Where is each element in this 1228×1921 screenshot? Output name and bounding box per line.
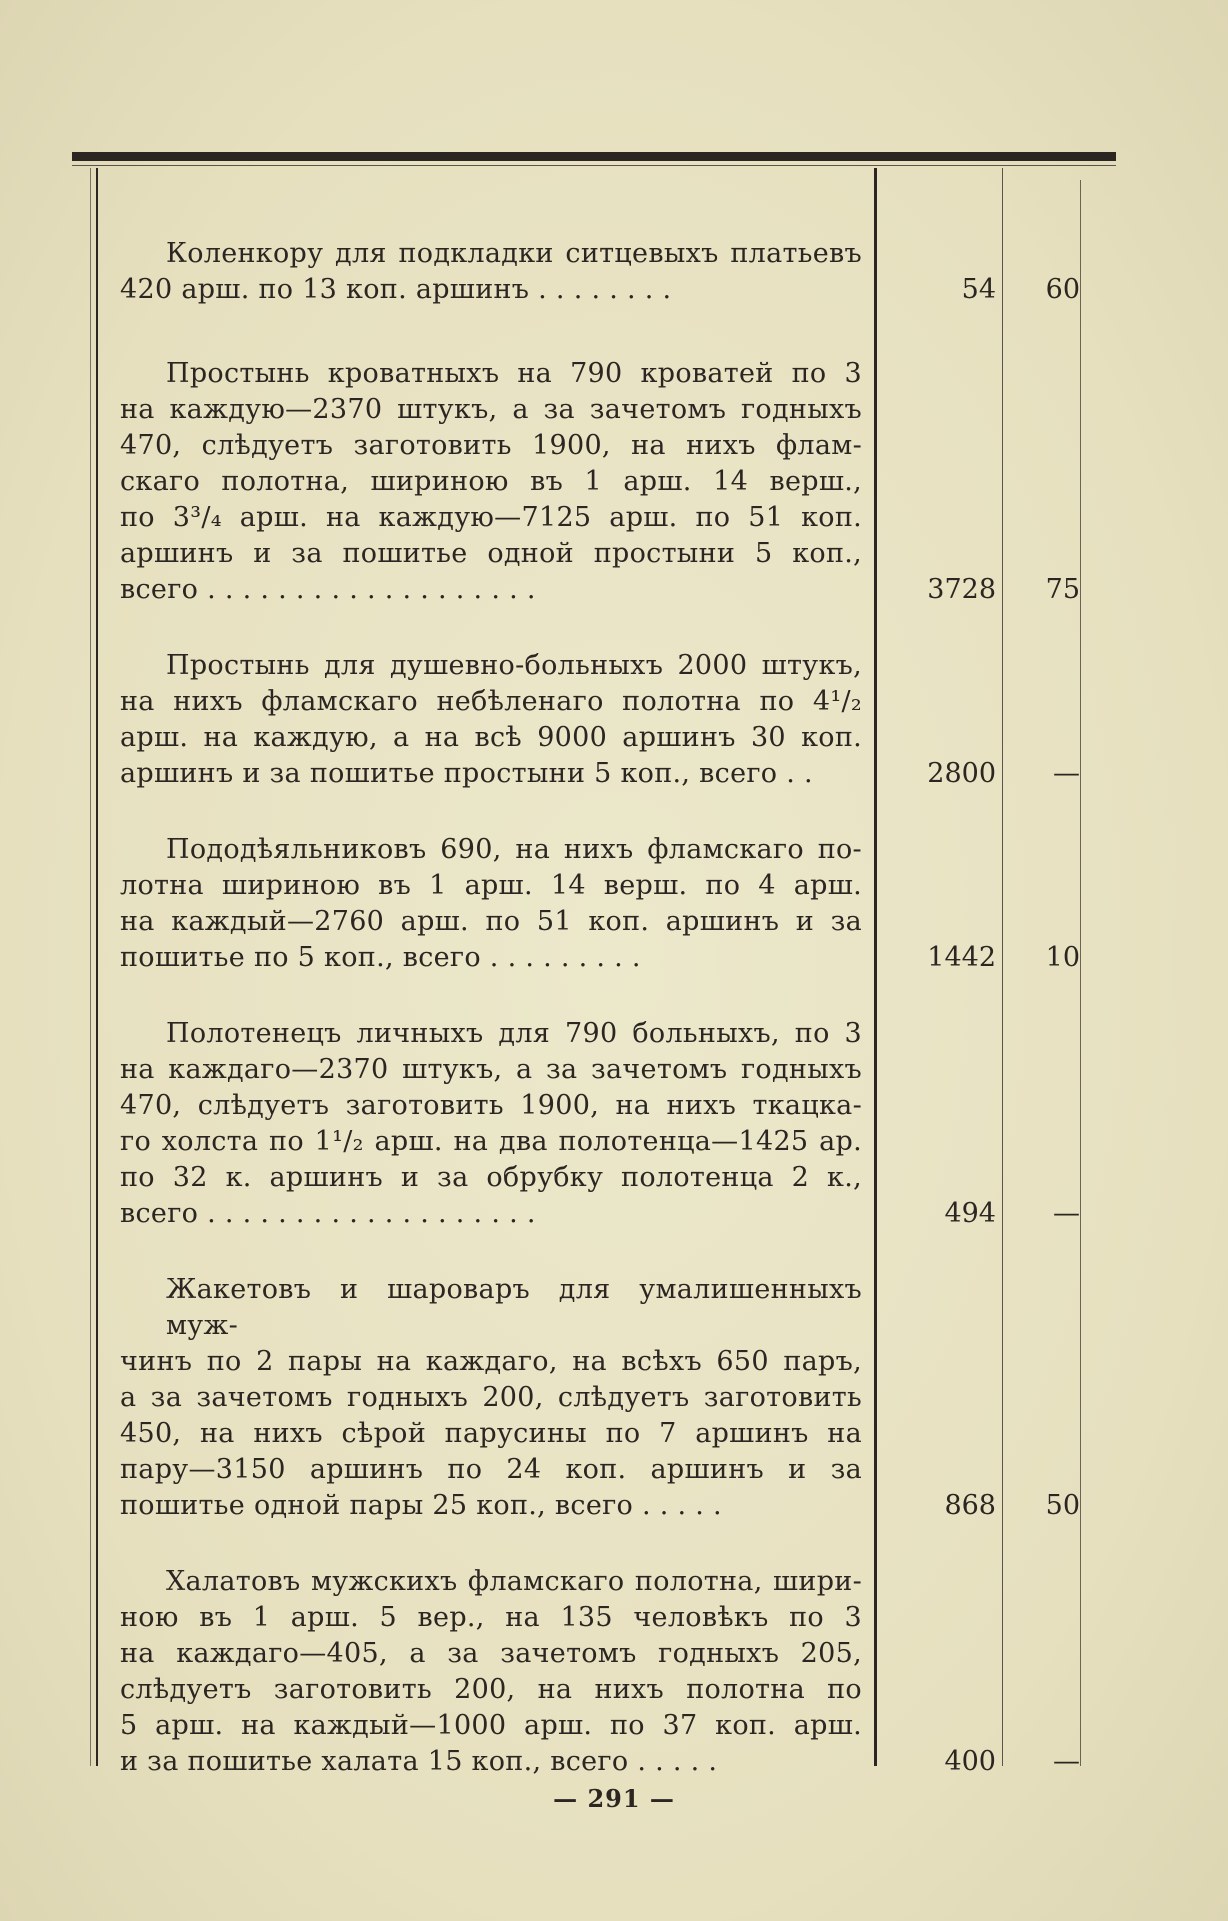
entry-line: пошитье одной пары 25 коп., всего . . . . . [120, 1490, 722, 1521]
entry-line: 470, слѣдуетъ заготовить 1900, на нихъ флам- [120, 430, 862, 461]
entry-line: аршинъ и за пошитье простыни 5 коп., всего . . [120, 758, 813, 789]
entry-line: слѣдуетъ заготовить 200, на нихъ полотна по [120, 1674, 862, 1705]
entry-towels [120, 1016, 1080, 1232]
entry-calico [120, 236, 1080, 308]
rubles-value: 2800 [927, 758, 996, 789]
rubles-value: 868 [944, 1490, 996, 1521]
entry-robes [120, 1564, 1080, 1780]
entry-line: на каждаго—405, а за зачетомъ годныхъ 205, [120, 1638, 862, 1669]
kopecks-value: 60 [1045, 274, 1080, 305]
top-double-rule [72, 152, 1116, 161]
entry-line: на нихъ фламскаго небѣленаго полотна по 4¹/₂ [120, 686, 862, 717]
entry-bed-sheets [120, 356, 1080, 608]
entry-line: Жакетовъ и шароваръ для умалишенныхъ муж- [166, 1274, 862, 1341]
entry-line: арш. на каждую, а на всѣ 9000 аршинъ 30 коп. [120, 722, 862, 753]
kopecks-value: 75 [1045, 574, 1080, 605]
entry-line: го холста по 1¹/₂ арш. на два полотенца—1425 ар. [120, 1126, 862, 1157]
kopecks-value: — [1053, 758, 1080, 789]
entry-line: Коленкору для подкладки ситцевыхъ платьевъ [166, 238, 862, 269]
entry-line: Пододѣяльниковъ 690, на нихъ фламскаго по- [166, 834, 862, 865]
entry-line: ною въ 1 арш. 5 вер., на 135 человѣкъ по 3 [120, 1602, 862, 1633]
rubles-value: 494 [944, 1198, 996, 1229]
entry-line: Простынь кроватныхъ на 790 кроватей по 3 [166, 358, 862, 389]
entry-line: а за зачетомъ годныхъ 200, слѣдуетъ заготовить [120, 1382, 862, 1413]
entry-line: 5 арш. на каждый—1000 арш. по 37 коп. арш. [120, 1710, 862, 1741]
entry-duvet-covers [120, 832, 1080, 976]
entry-line: пару—3150 аршинъ по 24 коп. аршинъ и за [120, 1454, 862, 1485]
entry-line: 450, на нихъ сѣрой парусины по 7 аршинъ на [120, 1418, 862, 1449]
entry-text [120, 1272, 862, 1524]
entry-line: всего . . . . . . . . . . . . . . . . . . . [120, 1198, 536, 1229]
entry-line: чинъ по 2 пары на каждаго, на всѣхъ 650 паръ, [120, 1346, 862, 1377]
entry-line: пошитье по 5 коп., всего . . . . . . . . . [120, 942, 641, 973]
entry-line: и за пошитье халата 15 коп., всего . . . . . [120, 1746, 718, 1777]
entry-text [120, 1564, 862, 1780]
page-number: — 291 — [553, 1784, 675, 1813]
kopecks-value: — [1053, 1198, 1080, 1229]
entry-mental-patient-sheets [120, 648, 1080, 792]
entry-line: на каждый—2760 арш. по 51 коп. аршинъ и за [120, 906, 862, 937]
left-border [96, 168, 98, 1766]
kopecks-column-border [1080, 180, 1081, 1766]
rubles-value: 1442 [927, 942, 996, 973]
entry-line: 470, слѣдуетъ заготовить 1900, на нихъ ткацка- [120, 1090, 862, 1121]
entry-text [120, 356, 862, 608]
ledger-entries [120, 236, 1080, 1780]
rubles-value: 54 [961, 274, 996, 305]
entry-text [120, 648, 862, 792]
entry-jackets-trousers [120, 1272, 1080, 1524]
kopecks-value: 10 [1045, 942, 1080, 973]
entry-line: Халатовъ мужскихъ фламскаго полотна, шири- [166, 1566, 862, 1597]
entry-text [120, 1016, 862, 1232]
entry-line: лотна шириною въ 1 арш. 14 верш. по 4 арш. [120, 870, 862, 901]
entry-line: на каждую—2370 штукъ, а за зачетомъ годныхъ [120, 394, 862, 425]
entry-line: по 32 к. аршинъ и за обрубку полотенца 2 к., [120, 1162, 862, 1193]
entry-text [120, 236, 862, 308]
rubles-value: 400 [944, 1746, 996, 1777]
entry-line: Простынь для душевно-больныхъ 2000 штукъ, [166, 650, 862, 681]
rubles-value: 3728 [927, 574, 996, 605]
entry-line: аршинъ и за пошитье одной простыни 5 коп., [120, 538, 862, 569]
kopecks-value: — [1053, 1746, 1080, 1777]
top-thin-rule [72, 165, 1116, 166]
entry-line: всего . . . . . . . . . . . . . . . . . . . [120, 574, 536, 605]
kopecks-value: 50 [1045, 1490, 1080, 1521]
entry-line: на каждаго—2370 штукъ, а за зачетомъ годныхъ [120, 1054, 862, 1085]
entry-line: скаго полотна, шириною въ 1 арш. 14 верш., [120, 466, 862, 497]
entry-text [120, 832, 862, 976]
entry-line: Полотенецъ личныхъ для 790 больныхъ, по 3 [166, 1018, 862, 1049]
left-outer-border [90, 168, 91, 1766]
entry-line: 420 арш. по 13 коп. аршинъ . . . . . . . . [120, 274, 672, 305]
entry-line: по 3³/₄ арш. на каждую—7125 арш. по 51 коп. [120, 502, 862, 533]
